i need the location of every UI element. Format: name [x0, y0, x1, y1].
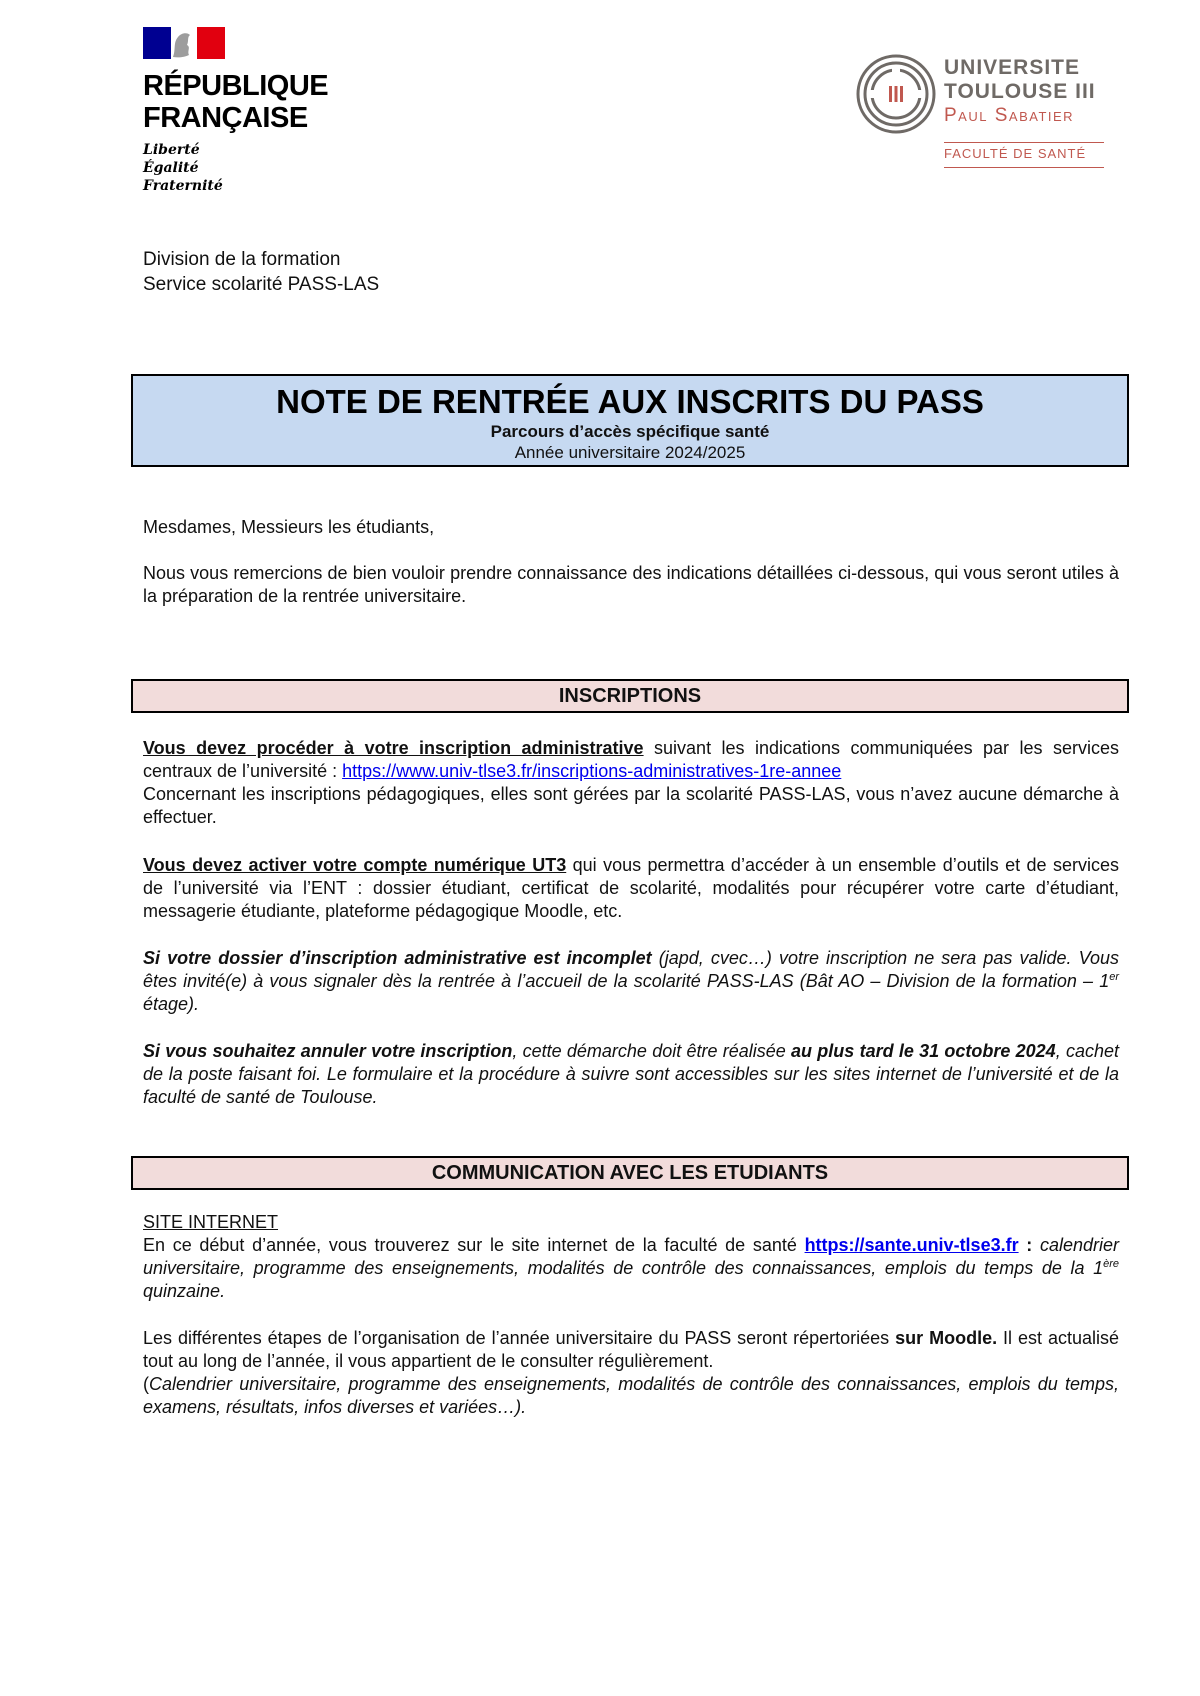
intro-paragraph: Nous vous remercions de bien vouloir prendre connaissance des indications détaillées ci-dessous, qui vous seront utiles à la préparation de la rentrée universitaire. [143, 563, 1119, 606]
section-heading-communication: COMMUNICATION AVEC LES ETUDIANTS [131, 1156, 1129, 1190]
document-subtitle: Parcours d’accès spécifique santé [490, 422, 770, 441]
inscriptions-link[interactable]: https://www.univ-tlse3.fr/inscriptions-administratives-1re-annee [342, 761, 842, 781]
ut3-divider [944, 142, 1104, 143]
site-internet-label: SITE INTERNET [143, 1212, 279, 1232]
ut3-logo [856, 50, 1116, 170]
title-box [131, 374, 1129, 467]
academic-year: Année universitaire 2024/2025 [514, 443, 746, 462]
paragraph-dossier-incomplet: Si votre dossier d’inscription administrative est incomplet (japd, cvec…) votre inscription ne sera pas valide. Vous êtes invité(e) à vous signaler dès la rentrée à l’accueil de la scolarité PASS-LAS (Bât AO – Division de la formation – 1er étage). [143, 948, 1119, 1014]
paragraph-inscription-administrative: Vous devez procéder à votre inscription administrative suivant les indications communiquées par les services centraux de l’université : https://www.univ-tlse3.fr/inscriptions-administratives-1re-annee Concernant les inscriptions pédagogiques, elles sont gérées par la scolarité PASS-LAS, vous n’avez aucune démarche à effectuer. [143, 738, 1120, 827]
marianne-flag-icon [143, 27, 225, 59]
division-block [143, 247, 379, 297]
section-heading-inscriptions: INSCRIPTIONS [131, 679, 1129, 713]
ut3-emblem-icon [856, 54, 936, 134]
paragraph-moodle: Les différentes étapes de l’organisation de l’année universitaire du PASS seront répertoriées sur Moodle. Il est actualisé tout au long de l’année, il vous appartient de le consulter régulièrement. (Calendrier universitaire, programme des enseignements, modalités de contrôle des connaissances, emplois du temps, examens, résultats, infos diverses et variées…). [143, 1328, 1119, 1417]
greeting: Mesdames, Messieurs les étudiants, [143, 517, 435, 537]
rf-title: RÉPUBLIQUE FRANÇAISE [143, 70, 329, 134]
paragraph-annulation: Si vous souhaitez annuler votre inscription, cette démarche doit être réalisée au plus tard le 31 octobre 2024, cachet de la poste faisant foi. Le formulaire et la procédure à suivre sont accessibles sur les sites internet de l’université et de la faculté de santé de Toulouse. [143, 1041, 1119, 1107]
ut3-name-line2: TOULOUSE III [944, 80, 1096, 103]
ut3-faculty-label: FACULTÉ DE SANTÉ [944, 146, 1087, 161]
republique-francaise-logo [143, 27, 363, 195]
document-title: NOTE DE RENTRÉE AUX INSCRITS DU PASS [276, 383, 984, 420]
paragraph-site-internet: SITE INTERNET En ce début d’année, vous trouverez sur le site internet de la faculté de santé https://sante.univ-tlse3.fr : calendrier universitaire, programme des enseignements, modalités de contrôle des connaissances, emplois du temps de la 1ère quinzaine. [143, 1212, 1119, 1301]
ut3-divider [944, 167, 1104, 168]
rf-motto: Liberté Égalité Fraternité [143, 142, 223, 194]
division-line: Service scolarité PASS-LAS [143, 274, 380, 295]
paragraph-compte-numerique: Vous devez activer votre compte numérique UT3 qui vous permettra d’accéder à un ensemble d’outils et de services de l’université via l’ENT : dossier étudiant, certificat de scolarité, modalités pour récupérer votre carte d’étudiant, messagerie étudiante, plateforme pédagogique Moodle, etc. [143, 855, 1119, 921]
ut3-name-line3: Paul Sabatier [944, 105, 1075, 126]
ut3-name-line1: UNIVERSITE [944, 56, 1081, 79]
sante-site-link[interactable]: https://sante.univ-tlse3.fr [804, 1235, 1019, 1255]
division-line: Division de la formation [143, 249, 341, 270]
